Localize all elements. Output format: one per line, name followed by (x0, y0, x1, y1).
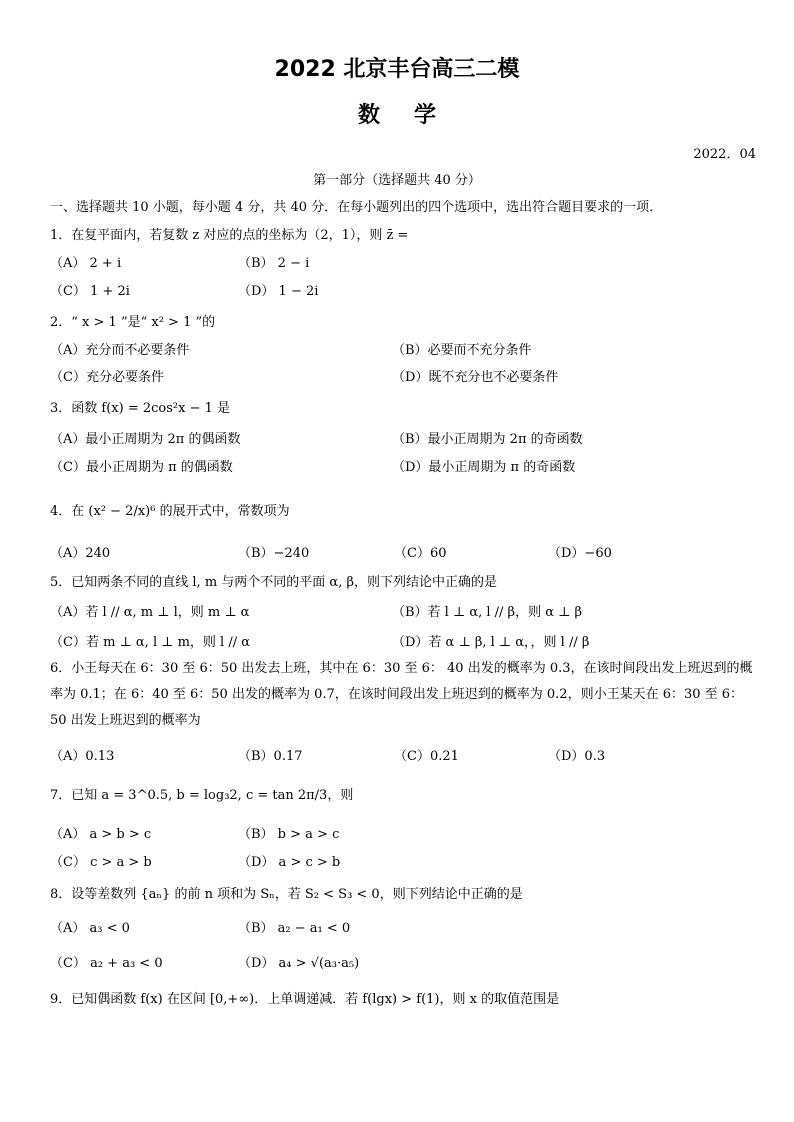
question-5-stem: 5．已知两条不同的直线 l, m 与两个不同的平面 α, β，则下列结论中正确的是 (50, 575, 497, 590)
question-5-option-a: （A）若 l // α, m ⊥ l，则 m ⊥ α (50, 605, 250, 620)
question-8-option-d: （D） a₄ > √(a₃·a₅) (238, 956, 360, 971)
question-7-option-b: （B） b > a > c (238, 827, 340, 842)
question-1-option-d: （D） 1 − 2i (238, 284, 319, 299)
question-3-option-a: （A）最小正周期为 2π 的偶函数 (50, 432, 241, 447)
exam-date: 2022．04 (693, 147, 756, 162)
question-7-option-c: （C） c > a > b (50, 855, 152, 870)
question-3-option-d: （D）最小正周期为 π 的奇函数 (392, 460, 576, 475)
question-5-option-c: （C）若 m ⊥ α, l ⊥ m，则 l // α (50, 635, 251, 650)
question-2-option-b: （B）必要而不充分条件 (392, 343, 532, 358)
question-1-option-c: （C） 1 + 2i (50, 284, 130, 299)
question-4-option-c: （C）60 (394, 546, 447, 561)
question-8-stem: 8．设等差数列 {aₙ} 的前 n 项和为 Sₙ，若 S₂ < S₃ < 0，则下列结论中正确的是 (50, 887, 523, 902)
question-6-option-b: （B）0.17 (238, 749, 303, 764)
question-8-option-a: （A） a₃ < 0 (50, 921, 130, 936)
section-heading: 第一部分（选择题共 40 分） (313, 173, 481, 188)
question-3-stem: 3．函数 f(x) = 2cos²x − 1 是 (50, 401, 231, 416)
question-9-stem: 9．已知偶函数 f(x) 在区间 [0,+∞)．上单调递减．若 f(lgx) > f(1)，则 x 的取值范围是 (50, 992, 560, 1007)
question-2-option-a: （A）充分而不必要条件 (50, 343, 190, 358)
page-title: 2022 北京丰台高三二模 (274, 57, 520, 82)
instruction-text: 一、选择题共 10 小题，每小题 4 分，共 40 分．在每小题列出的四个选项中，选出符合题目要求的一项． (50, 200, 663, 215)
question-6-option-c: （C）0.21 (394, 749, 459, 764)
question-8-option-b: （B） a₂ − a₁ < 0 (238, 921, 351, 936)
question-1-option-b: （B） 2 − i (238, 256, 310, 271)
question-7-option-d: （D） a > c > b (238, 855, 341, 870)
question-4-option-a: （A）240 (50, 546, 111, 561)
question-6-option-d: （D）0.3 (548, 749, 606, 764)
question-5-option-b: （B）若 l ⊥ α, l // β，则 α ⊥ β (392, 605, 582, 620)
question-7-option-a: （A） a > b > c (50, 827, 152, 842)
question-4-stem: 4．在 (x² − 2/x)⁶ 的展开式中，常数项为 (50, 504, 290, 519)
question-2-stem: 2．“ x > 1 ”是“ x² > 1 ”的 (50, 315, 216, 330)
question-3-option-b: （B）最小正周期为 2π 的奇函数 (392, 432, 583, 447)
question-6-option-a: （A）0.13 (50, 749, 115, 764)
question-8-option-c: （C） a₂ + a₃ < 0 (50, 956, 163, 971)
question-7-stem: 7．已知 a = 3^0.5, b = log₃2, c = tan 2π/3，则 (50, 788, 354, 803)
question-4-option-b: （B）−240 (238, 546, 310, 561)
question-5-option-d: （D）若 α ⊥ β, l ⊥ α，，则 l // β (392, 635, 590, 650)
question-2-option-d: （D）既不充分也不必要条件 (392, 370, 559, 385)
question-1-option-a: （A） 2 + i (50, 256, 122, 271)
subject-heading: 数学 (357, 103, 470, 128)
question-3-option-c: （C）最小正周期为 π 的偶函数 (50, 460, 233, 475)
question-6-stem: 6．小王每天在 6：30 至 6：50 出发去上班，其中在 6：30 至 6： 40 出发的概率为 0.3，在该时间段出发上班迟到的概率为 0.1；在 6：40 至 6：50 出发的概率为 0.7，在该时间段出发上班迟到的概率为 0.2，则小王某天在 6：30 至 6：50 出发上班迟到的概率为 (50, 661, 753, 728)
question-4-option-d: （D）−60 (548, 546, 612, 561)
question-1-stem: 1．在复平面内，若复数 z 对应的点的坐标为（2，1），则 z̄ = (50, 228, 409, 243)
question-2-option-c: （C）充分必要条件 (50, 370, 164, 385)
